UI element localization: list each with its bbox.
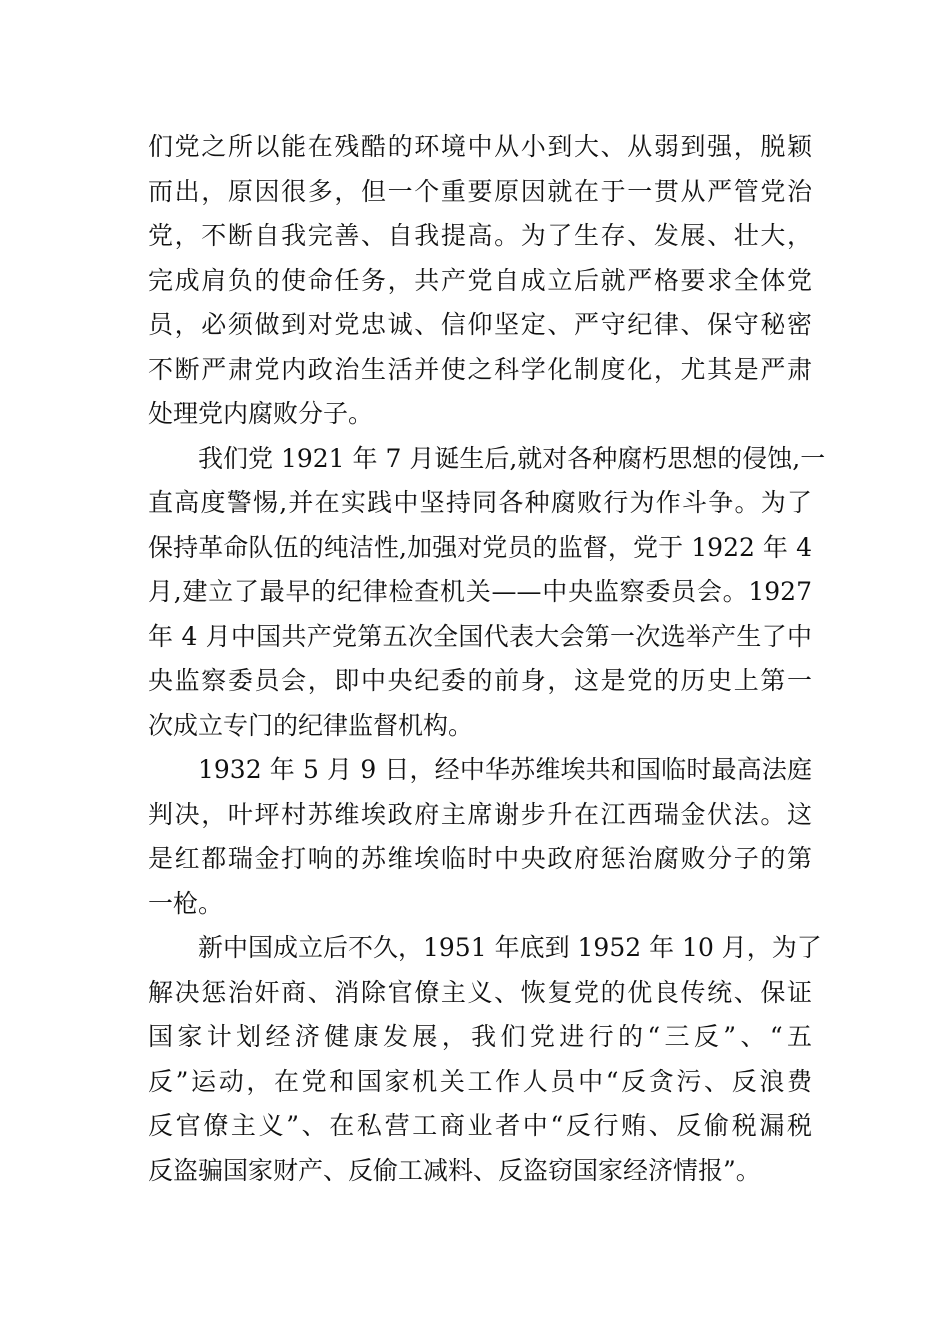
text-line: 直高度警惕,并在实践中坚持同各种腐败行为作斗争。为了	[148, 488, 812, 517]
text-line: 次成立专门的纪律监督机构。	[148, 710, 474, 740]
text-line: 不断严肃党内政治生活并使之科学化制度化，尤其是严肃	[148, 354, 812, 384]
text-line: 员，必须做到对党忠诚、信仰坚定、严守纪律、保守秘密	[148, 310, 812, 339]
text-line: 党，不断自我完善、自我提高。为了生存、发展、壮大，	[148, 221, 812, 250]
text-line: 们党之所以能在残酷的环境中从小到大、从弱到强，脱颖	[148, 132, 812, 161]
text-line: 完成肩负的使命任务，共产党自成立后就严格要求全体党	[148, 265, 812, 295]
text-line: 我们党 1921 年 7 月诞生后,就对各种腐朽思想的侵蚀,一	[198, 443, 826, 473]
text-line: 判决，叶坪村苏维埃政府主席谢步升在江西瑞金伏法。这	[148, 799, 812, 829]
text-line: 反”运动，在党和国家机关工作人员中“反贪污、反浪费	[148, 1066, 812, 1096]
text-line: 一枪。	[148, 888, 224, 918]
text-line: 新中国成立后不久，1951 年底到 1952 年 10 月，为了	[198, 933, 822, 962]
text-line: 年 4 月中国共产党第五次全国代表大会第一次选举产生了中	[148, 621, 812, 651]
text-line: 处理党内腐败分子。	[148, 399, 374, 428]
paragraph	[148, 437, 826, 749]
document-body	[148, 125, 826, 1193]
text-line: 保持革命队伍的纯洁性,加强对党员的监督，党于 1922 年 4	[148, 532, 812, 562]
text-line: 反官僚主义”、在私营工商业者中“反行贿、反偷税漏税	[148, 1111, 812, 1140]
text-line: 1932 年 5 月 9 日，经中华苏维埃共和国临时最高法庭	[198, 755, 812, 784]
text-line: 国家计划经济健康发展，我们党进行的“三反”、“五	[148, 1022, 812, 1051]
text-line: 央监察委员会，即中央纪委的前身，这是党的历史上第一	[148, 666, 812, 695]
paragraph	[148, 125, 812, 437]
text-line: 是红都瑞金打响的苏维埃临时中央政府惩治腐败分子的第	[148, 844, 812, 873]
text-line: 月,建立了最早的纪律检查机关——中央监察委员会。1927	[148, 577, 812, 606]
text-line: 解决惩治奸商、消除官僚主义、恢复党的优良传统、保证	[148, 977, 812, 1007]
paragraph	[148, 926, 822, 1193]
text-line: 反盗骗国家财产、反偷工减料、反盗窃国家经济情报”。	[148, 1155, 761, 1185]
text-line: 而出，原因很多，但一个重要原因就在于一贯从严管党治	[148, 176, 812, 206]
paragraph	[148, 748, 812, 926]
